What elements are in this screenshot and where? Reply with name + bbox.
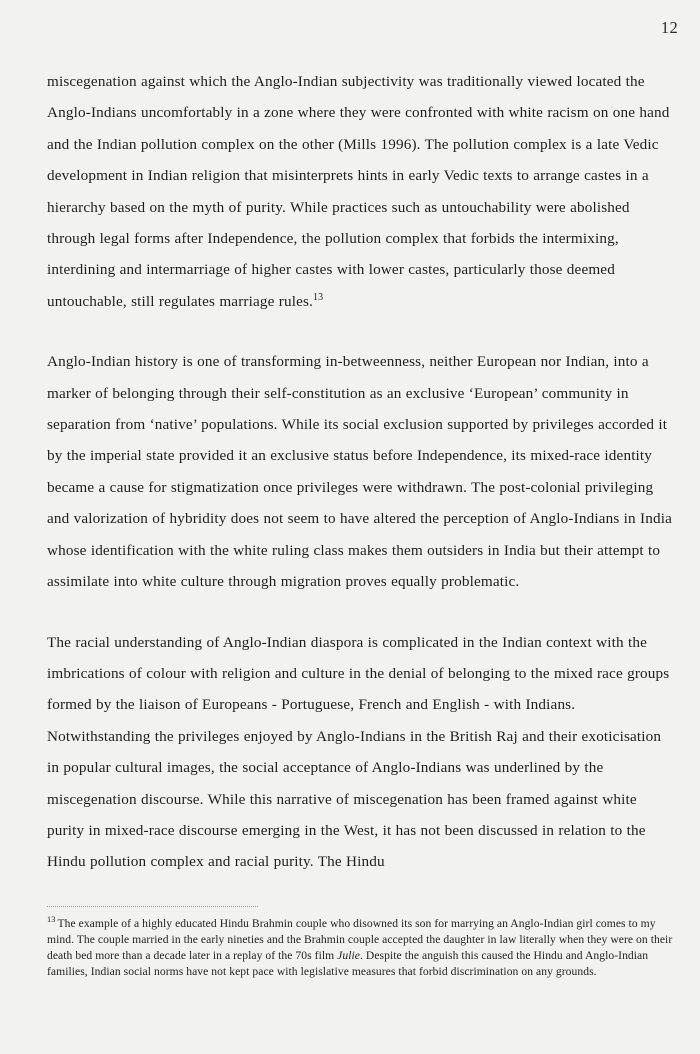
paragraph-2-text: Anglo-Indian history is one of transforming in-betweenness, neither European nor Indian, into a marker of belonging through their self-constitution as an exclusive ‘European’ community in separation from ‘native’ populations. While its social exclusion supported by privileges accorded it by the imperial state provided it an exclusive status before Independence, its mixed-race identity became a cause for stigmatization once privileges were withdrawn. The post-colonial privileging and valorization of hybridity does not seem to have altered the perception of Anglo-Indians in India whose identification with the white ruling class makes them outsiders in India but their attempt to assimilate into white culture through migration proves equally problematic.	[47, 353, 672, 591]
footnote-reference-13[interactable]: 13	[313, 291, 324, 303]
footnote-number: 13	[47, 915, 56, 925]
paragraph-3	[47, 627, 677, 878]
footnote-area	[47, 906, 677, 980]
body-text-block	[47, 66, 677, 878]
footnote-film-title: Julie	[337, 949, 360, 963]
page-number: 12	[660, 18, 678, 37]
paragraph-3-text: The racial understanding of Anglo-Indian diaspora is complicated in the Indian context with the imbrications of colour with religion and culture in the denial of belonging to the mixed race groups formed by the liaison of Europeans - Portuguese, French and English - with Indians. Notwithstanding the privileges enjoyed by Anglo-Indians in the British Raj and their exoticisation in popular cultural images, the social acceptance of Anglo-Indians was underlined by the miscegenation discourse. While this narrative of miscegenation has been framed against white purity in mixed-race discourse emerging in the West, it has not been discussed in relation to the Hindu pollution complex and racial purity. The Hindu	[47, 633, 670, 871]
footnote-text-part-1: The example of a highly educated Hindu Brahmin couple who disowned its son for marrying an Anglo-Indian girl comes to my mind. The couple married in the early nineties and the Brahmin couple accepted the daughter in law literally when they were on their death bed more than a decade later in a replay of the 70s film	[47, 917, 673, 963]
paragraph-1	[47, 66, 677, 317]
paragraph-1-text: miscegenation against which the Anglo-Indian subjectivity was traditionally viewed located the Anglo-Indians uncomfortably in a zone where they were confronted with white racism on one hand and the Indian pollution complex on the other (Mills 1996). The pollution complex is a late Vedic development in Indian religion that misinterprets hints in early Vedic texts to arrange castes in a hierarchy based on the myth of purity. While practices such as untouchability were abolished through legal forms after Independence, the pollution complex that forbids the intermixing, interdining and intermarriage of higher castes with lower castes, particularly those deemed untouchable, still regulates marriage rules.	[47, 73, 670, 310]
footnote-text-part-2: . Despite the anguish this caused the Hindu and Anglo-Indian families, Indian social norms have not kept pace with legislative measures that forbid discrimination on any grounds.	[47, 949, 649, 979]
paragraph-2	[47, 346, 677, 597]
footnote-13	[47, 916, 677, 980]
footnote-separator-rule	[47, 906, 258, 907]
